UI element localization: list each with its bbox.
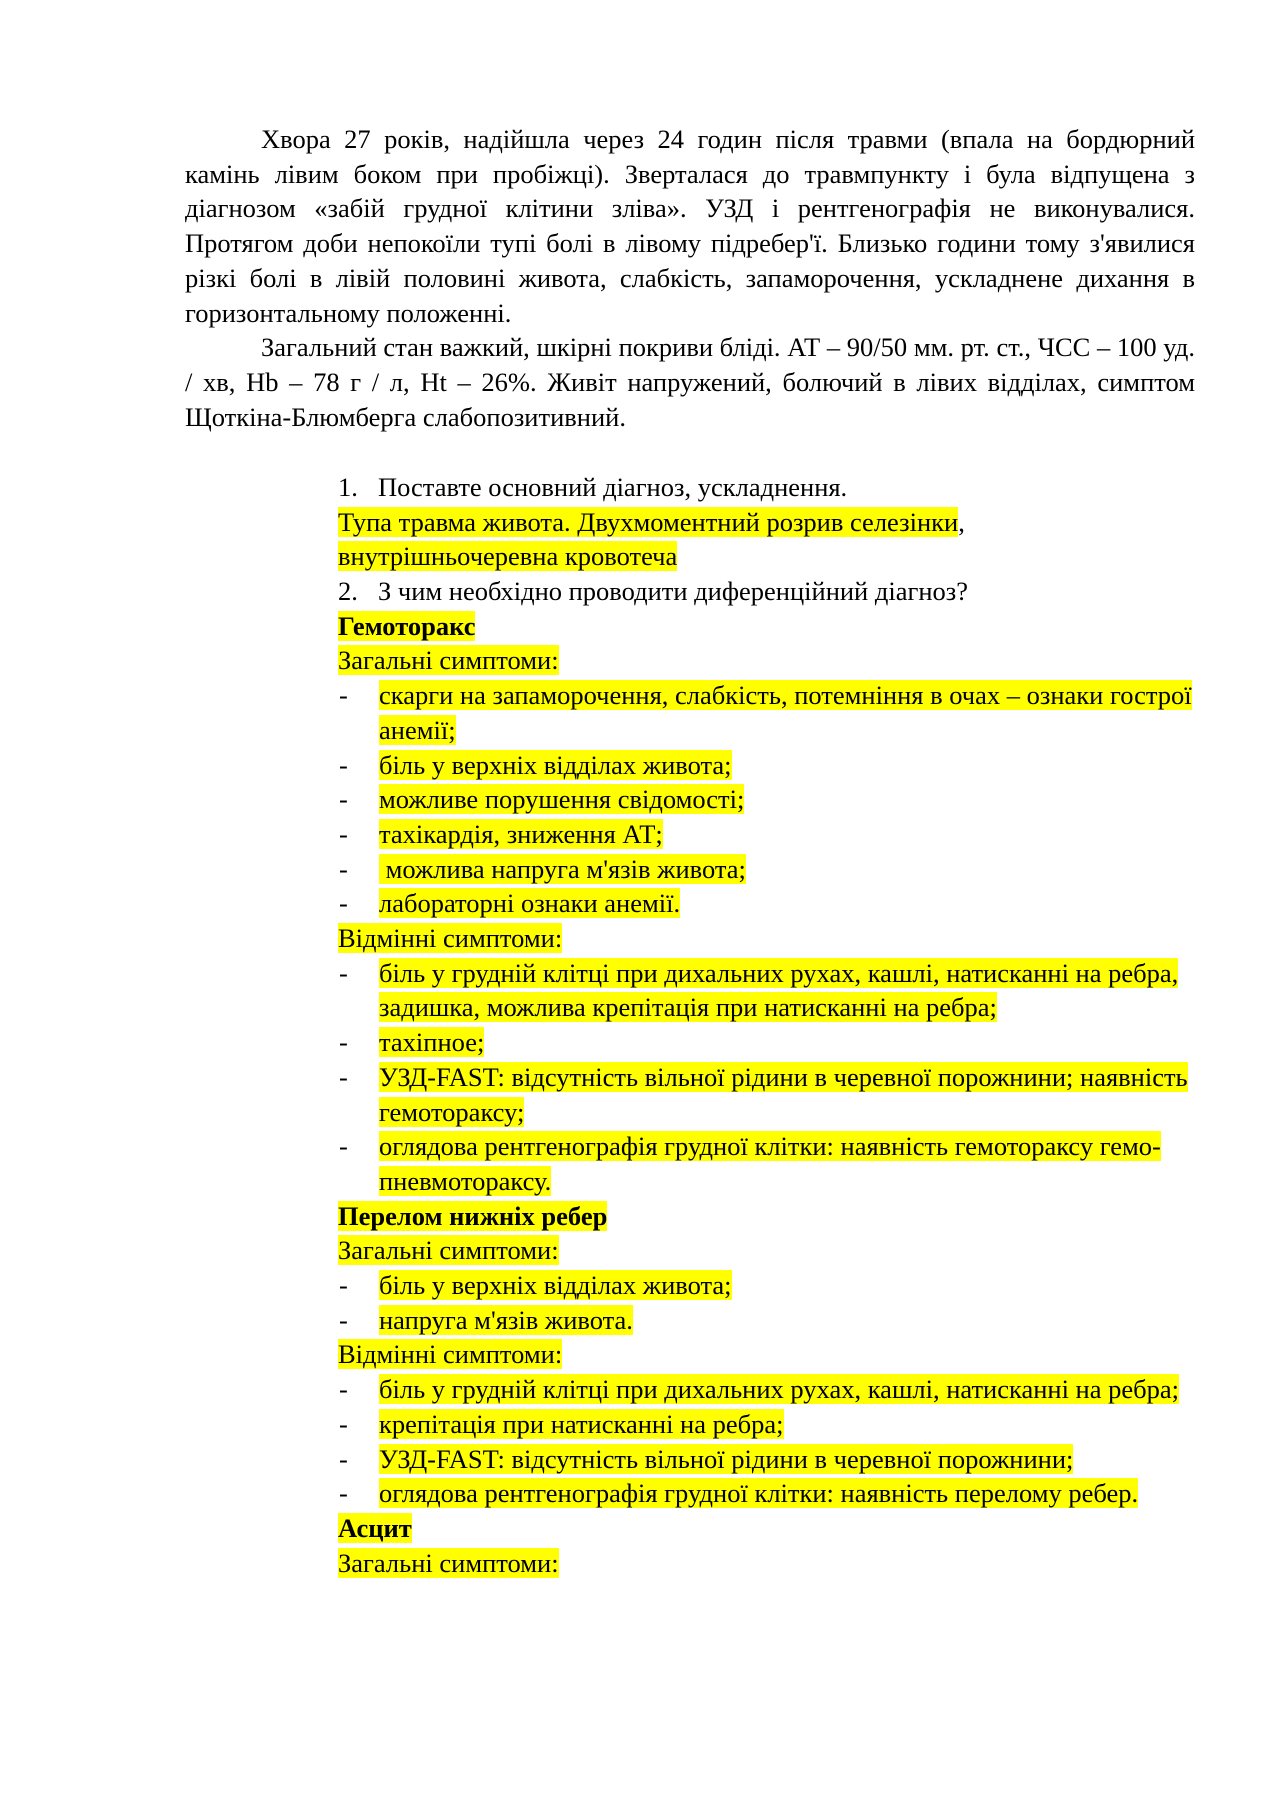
list-item [338,1476,1200,1511]
list-item [338,1303,1200,1338]
rib-fracture-general-item-1: біль у верхніх відділах живота; [379,1270,732,1301]
hemothorax-distinct-label [338,921,1200,956]
bullet-dash: - [339,1478,348,1509]
hemothorax-distinct-item-3: УЗД-FAST: відсутність вільної рідини в черевної порожнини; наявність гемотораксу; [379,1061,1188,1127]
case-paragraph-exam: Загальний стан важкий, шкірні покриви бліді. АТ – 90/50 мм. рт. ст., ЧСС – 100 уд. / хв, Hb – 78 г / л, Ht – 26%. Живіт напружений, болючий в лівих відділах, симптом Щоткіна-Блюмберга слабопозитивний. [185,332,1195,432]
hemothorax-distinct-item-1: біль у грудній клітці при дихальних рухах, кашлі, натисканні на ребра, задишка, можлива крепітація при натисканні на ребра; [379,957,1179,1023]
bullet-dash: - [339,853,348,884]
bullet-dash: - [339,749,348,780]
rib-fracture-distinct-item-1: біль у грудній клітці при дихальних рухах, кашлі, натисканні на ребра; [379,1374,1179,1405]
answer-1-diagnosis: Тупа травма живота. Двухмоментний розрив селезінки [338,506,959,537]
bullet-dash: - [339,957,348,988]
rib-fracture-distinct-label-text: Відмінні симптоми: [338,1339,563,1370]
list-item [338,1060,1200,1129]
list-item [338,852,1200,887]
list-item [338,1268,1200,1303]
bullet-dash: - [339,1061,348,1092]
bullet-dash: - [339,784,348,815]
rib-fracture-distinct-item-2: крепітація при натисканні на ребра; [379,1408,784,1439]
section-rib-fracture-title-text: Перелом нижніх ребер [338,1200,608,1231]
list-item [338,956,1200,1025]
hemothorax-distinct-item-2: тахіпное; [379,1027,485,1058]
rib-fracture-distinct-item-3: УЗД-FAST: відсутність вільної рідини в черевної порожнини; [379,1443,1074,1474]
answer-1-line-2 [338,539,1200,574]
rib-fracture-distinct-label [338,1337,1200,1372]
ascites-general-label [338,1546,1200,1581]
rib-fracture-distinct-item-4: оглядова рентгенографія грудної клітки: наявність перелому ребер. [379,1478,1139,1509]
list-item [338,1372,1200,1407]
list-item [338,817,1200,852]
hemothorax-distinct-item-4: оглядова рентгенографія грудної клітки: наявність гемотораксу гемо-пневмотораксу. [379,1131,1161,1196]
answer-1-comma: , [958,506,965,537]
bullet-dash: - [339,1131,348,1162]
rib-fracture-general-item-2: напруга м'язів живота. [379,1304,633,1335]
question-1-number: 1. [338,472,358,502]
hemothorax-general-item-1: скарги на запаморочення, слабкість, потемніння в очах – ознаки гострої анемії; [379,680,1192,745]
bullet-dash: - [339,1374,348,1405]
hemothorax-general-item-2: біль у верхніх відділах живота; [379,749,732,780]
hemothorax-general-label [338,643,1200,678]
bullet-dash: - [339,818,348,849]
bullet-dash: - [339,1270,348,1301]
hemothorax-general-item-5: можлива напруга м'язів живота; [379,853,746,884]
hemothorax-distinct-label-text: Відмінні симптоми: [338,923,563,954]
list-item [338,678,1200,747]
list-item [338,1407,1200,1442]
question-2 [338,574,1200,609]
question-1-text: Поставте основний діагноз, ускладнення. [378,472,848,502]
bullet-dash: - [339,1443,348,1474]
question-2-number: 2. [338,576,358,607]
section-hemothorax-title [338,609,1200,644]
hemothorax-general-item-6: лабораторні ознаки анемії. [379,888,681,919]
section-rib-fracture-title [338,1199,1200,1234]
rib-fracture-general-label [338,1233,1200,1268]
list-item [338,1025,1200,1060]
hemothorax-general-label-text: Загальні симптоми: [338,645,559,676]
answer-1-complication: внутрішньочеревна кровотеча [338,541,678,572]
clinical-case-description [185,122,1195,434]
ascites-general-label-text: Загальні симптоми: [338,1547,559,1578]
list-item [338,748,1200,783]
list-item [338,886,1200,921]
list-item [338,782,1200,817]
list-item [338,1442,1200,1477]
answer-1-line-1 [338,505,1200,540]
section-hemothorax-title-text: Гемоторакс [338,610,476,641]
section-ascites-title [338,1511,1200,1546]
bullet-dash: - [339,1027,348,1058]
bullet-dash: - [339,1304,348,1335]
bullet-dash: - [339,1408,348,1439]
section-ascites-title-text: Асцит [338,1512,412,1543]
question-1 [338,470,1200,505]
hemothorax-general-item-4: тахікардія, зниження АТ; [379,818,663,849]
question-2-text: З чим необхідно проводити диференційний діагноз? [378,576,969,607]
hemothorax-general-item-3: можливе порушення свідомості; [379,784,745,815]
rib-fracture-general-label-text: Загальні симптоми: [338,1235,559,1266]
list-item [338,1129,1200,1198]
bullet-dash: - [339,680,348,711]
bullet-dash: - [339,888,348,919]
case-paragraph-history: Хвора 27 років, надійшла через 24 годин після травми (впала на бордюрний камінь лівим боком при пробіжці). Зверталася до травмпункту і була відпущена з діагнозом «забій грудної клітини зліва». УЗД і рентгенографія не виконувалися. Протягом доби непокоїли тупі болі в лівому підребер'ї. Близько години тому з'явилися різкі болі в лівій половині живота, слабкість, запаморочення, ускладнене дихання в горизонтальному положенні. [185,124,1195,328]
questions-and-answers [338,470,1200,1580]
